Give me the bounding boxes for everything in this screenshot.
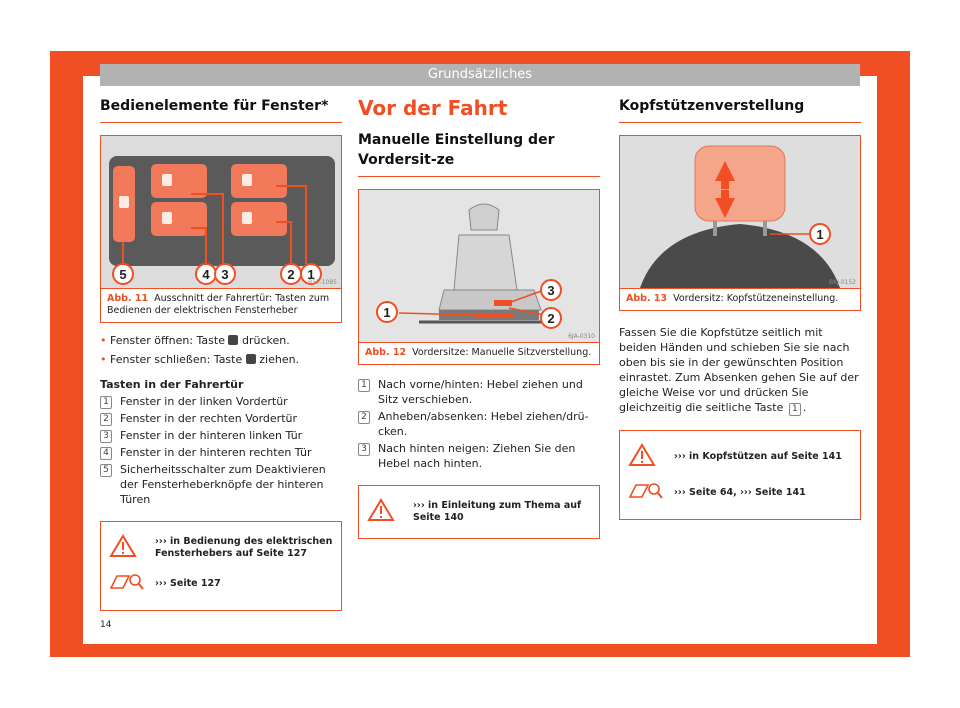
list-heading: Tasten in der Fahrertür — [100, 378, 244, 391]
warning-link[interactable]: ››› in Einleitung zum Thema auf Seite 140 — [413, 500, 582, 523]
bullet-close — [100, 352, 342, 367]
window-switch-icon — [228, 335, 238, 345]
figure-caption-text: Vordersitze: Manuelle Sitzverstellung. — [412, 347, 592, 358]
callout-2: 2 — [547, 311, 555, 326]
figure-caption-text: Ausschnitt der Fahrertür: Tasten zum Bedienen der elektrischen Fensterheber — [107, 293, 330, 316]
info-row — [628, 475, 852, 511]
page-number: 14 — [100, 620, 112, 630]
column-seat-adjustment — [358, 98, 600, 539]
figure-code: B5F-1085 — [308, 279, 337, 286]
list-item — [100, 394, 342, 409]
figure-caption — [101, 288, 341, 322]
section-header-bar: Grundsätzliches — [100, 64, 860, 86]
item-text: Fenster in der hinteren linken Tür — [120, 429, 303, 442]
page-reference-link[interactable]: ››› Seite 64, ››› Seite 141 — [674, 487, 806, 498]
info-row — [109, 566, 333, 602]
warning-triangle-icon — [109, 534, 155, 562]
warning-row — [628, 439, 852, 475]
figure-caption-text: Vordersitz: Kopfstützeneinstellung. — [673, 293, 839, 304]
bullet-close-text-end: ziehen. — [259, 353, 300, 366]
item-number: 3 — [100, 430, 112, 443]
callout-1: 1 — [816, 227, 824, 242]
bullet-open-text-end: drücken. — [241, 334, 290, 347]
item-text: Fenster in der linken Vordertür — [120, 395, 288, 408]
item-number: 5 — [100, 464, 112, 477]
callout-4: 4 — [202, 267, 210, 282]
figure-headrest — [619, 135, 861, 311]
chapter-title: Vor der Fahrt — [358, 96, 508, 120]
callout-1: 1 — [383, 305, 391, 320]
figure-caption — [620, 288, 860, 310]
warning-row — [367, 494, 591, 530]
book-magnifier-icon — [109, 570, 155, 598]
item-number: 4 — [100, 447, 112, 460]
list-item — [100, 462, 342, 507]
figure-image — [620, 136, 860, 288]
list-item — [358, 409, 600, 439]
bullet-list — [100, 333, 342, 507]
warning-link[interactable]: ››› in Bedienung des elektrischen Fensterhebers auf Seite 127 — [155, 536, 333, 559]
paragraph-text: Fassen Sie die Kopfstütze seitlich mit beiden Händen und schieben Sie sie nach oben bis sie in der gewünschten Position einrastet. Zum Absenken gehen Sie auf der gleiche Weise vor und drücken Sie gleichzeitig die seitliche Taste — [619, 326, 859, 414]
figure-image — [101, 136, 341, 288]
item-text: Fenster in der rechten Vordertür — [120, 412, 298, 425]
item-number: 3 — [358, 443, 370, 456]
column-headrest — [619, 98, 861, 520]
section-title: Bedienelemente für Fenster* — [100, 98, 342, 123]
inline-reference-number: 1 — [789, 403, 801, 416]
item-number: 2 — [100, 413, 112, 426]
figure-code: 6JA-0310 — [568, 333, 595, 340]
item-text: Fenster in der hinteren rechten Tür — [120, 446, 312, 459]
warning-triangle-icon — [367, 498, 413, 526]
item-text: Sicherheitsschalter zum Deaktivieren der Fensterheberknöpfe der hinteren Türen — [120, 463, 326, 506]
figure-window-switches — [100, 135, 342, 323]
list-item — [100, 445, 342, 460]
bullet-open — [100, 333, 342, 348]
steps-list — [358, 377, 600, 471]
callout-1: 1 — [307, 267, 315, 282]
page-reference-link[interactable]: ››› Seite 127 — [155, 578, 221, 589]
seat-illustration — [359, 190, 599, 342]
callout-5: 5 — [119, 267, 127, 282]
warning-box — [358, 485, 600, 539]
bullet-open-text: Fenster öffnen: Taste — [110, 334, 225, 347]
list-item — [358, 441, 600, 471]
callout-3: 3 — [547, 283, 555, 298]
item-text: Nach vorne/hinten: Hebel ziehen und Sitz verschieben. — [378, 378, 583, 406]
list-item — [100, 411, 342, 426]
section-title: Manuelle Einstellung der Vordersit-ze — [358, 130, 600, 177]
figure-code: BKJ-0152 — [828, 279, 856, 286]
column-window-controls — [100, 98, 342, 611]
figure-image — [359, 190, 599, 342]
item-text: Nach hinten neigen: Ziehen Sie den Hebel nach hinten. — [378, 442, 576, 470]
warning-box — [619, 430, 861, 520]
window-switch-icon — [246, 354, 256, 364]
warning-link[interactable]: ››› in Kopfstützen auf Seite 141 — [674, 451, 842, 462]
item-number: 1 — [100, 396, 112, 409]
item-number: 2 — [358, 411, 370, 424]
item-number: 1 — [358, 379, 370, 392]
warning-box — [100, 521, 342, 611]
headrest-illustration — [620, 136, 860, 288]
section-title: Kopfstützenverstellung — [619, 98, 861, 123]
book-magnifier-icon — [628, 479, 674, 507]
figure-label: Abb. 13 — [626, 293, 668, 304]
callout-2: 2 — [287, 267, 295, 282]
callout-3: 3 — [221, 267, 229, 282]
bullet-close-text: Fenster schließen: Taste — [110, 353, 243, 366]
figure-seat — [358, 189, 600, 365]
warning-triangle-icon — [628, 443, 674, 471]
list-item — [100, 428, 342, 443]
window-switch-panel-illustration — [101, 136, 341, 288]
body-paragraph: Fassen Sie die Kopfstütze seitlich mit beiden Händen und schieben Sie sie nach oben bis sie in der gewünschten Position einrastet. Zum Absenken gehen Sie auf der gleiche Weise vor und drücken Sie gleichzeitig die seitliche Taste 1 . — [619, 326, 859, 414]
warning-row — [109, 530, 333, 566]
list-item — [358, 377, 600, 407]
figure-label: Abb. 12 — [365, 347, 407, 358]
item-text: Anheben/absenken: Hebel ziehen/drü-cken. — [378, 410, 589, 438]
figure-caption — [359, 342, 599, 364]
figure-label: Abb. 11 — [107, 293, 149, 304]
